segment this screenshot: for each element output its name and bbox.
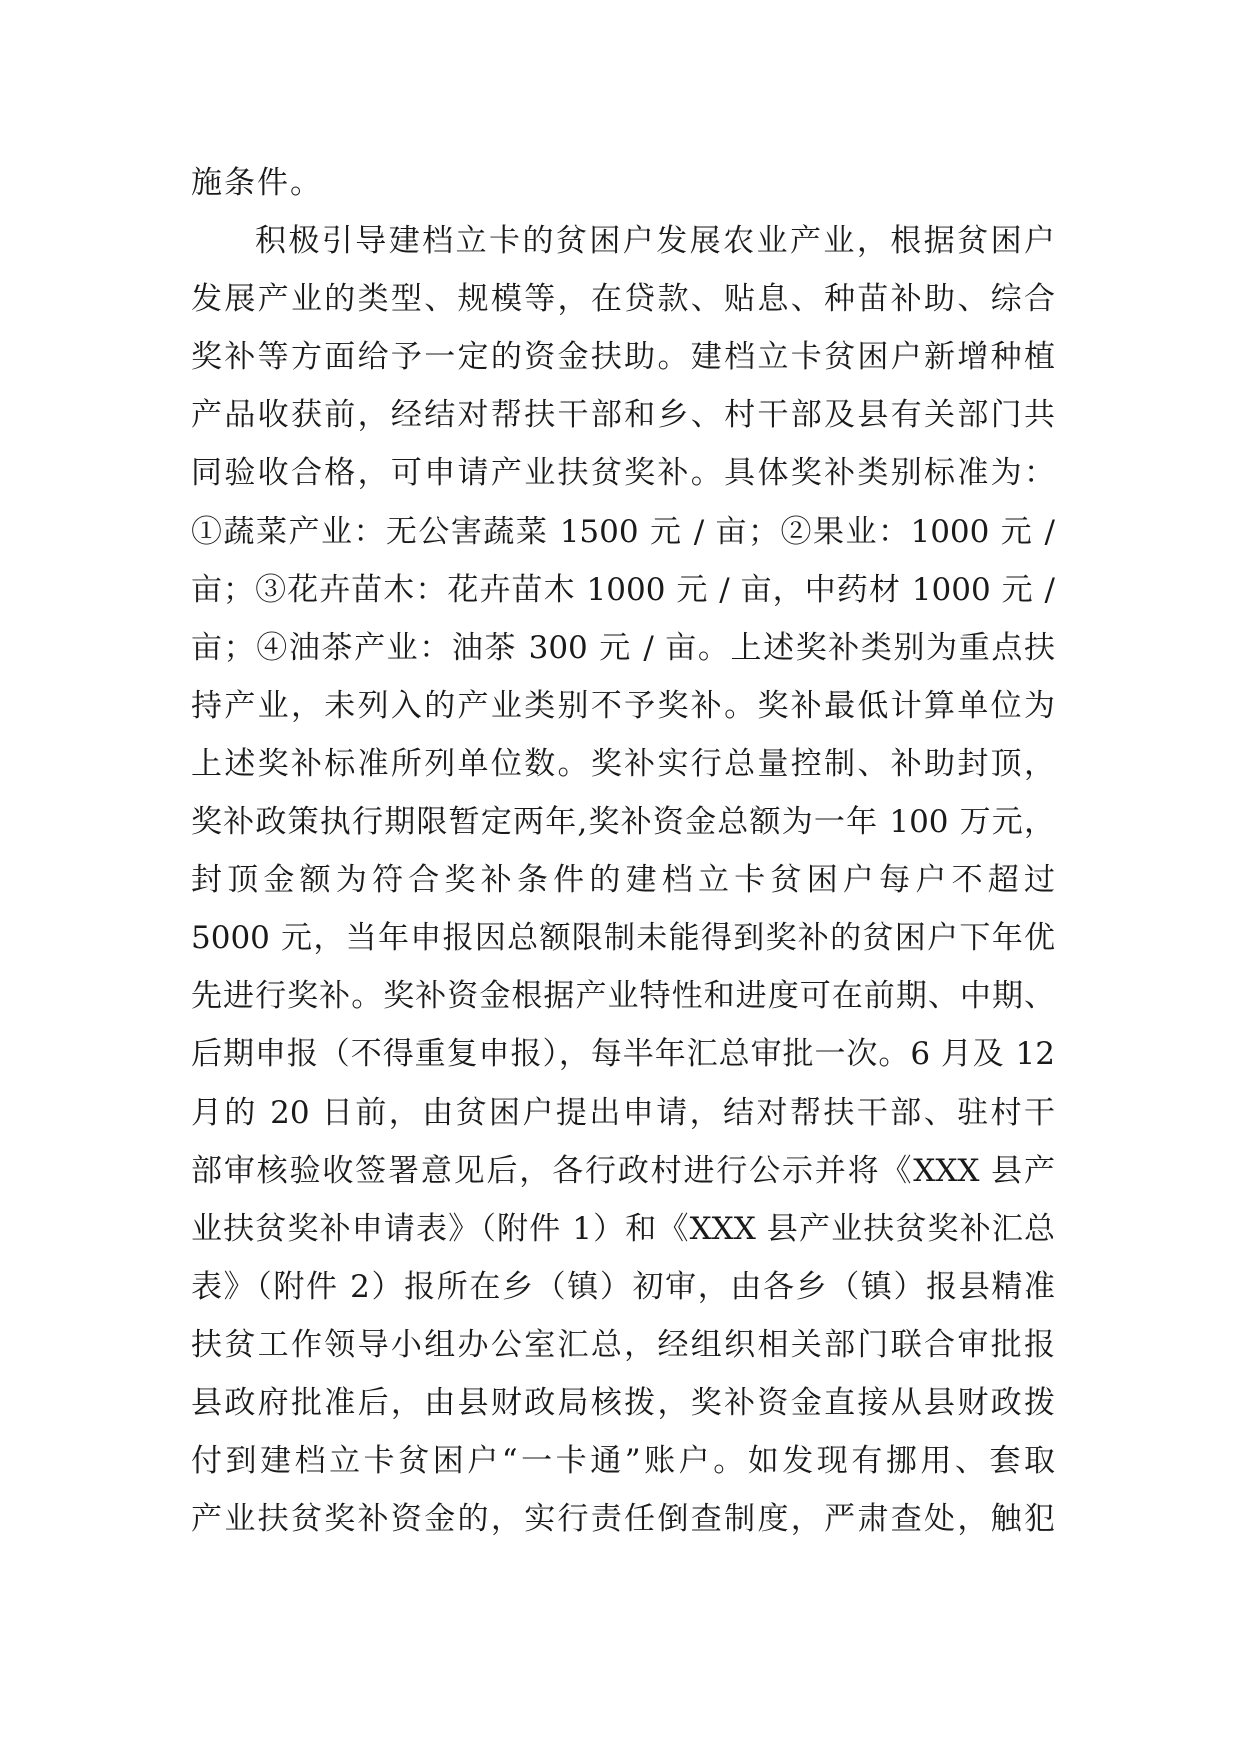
text-line: 亩；③花卉苗木：花卉苗木 1000 元 / 亩，中药材 1000 元 / [191,571,1055,608]
text-line: 部审核验收签署意见后，各行政村进行公示并将《XXX 县产 [191,1152,1055,1189]
text-line: 业扶贫奖补申请表》（附件 1）和《XXX 县产业扶贫奖补汇总 [191,1210,1055,1247]
text-line: 上述奖补标准所列单位数。奖补实行总量控制、补助封顶， [191,745,1055,782]
text-line: 月的 20 日前，由贫困户提出申请，结对帮扶干部、驻村干 [191,1094,1055,1131]
text-line: 县政府批准后，由县财政局核拨，奖补资金直接从县财政拨 [191,1384,1055,1421]
text-line: 施条件。 [191,165,323,201]
text-line: 后期申报（不得重复申报），每半年汇总审批一次。6 月及 12 [191,1036,1055,1073]
text-line: 亩；④油茶产业：油茶 300 元 / 亩。上述奖补类别为重点扶 [191,629,1055,666]
text-line: 产品收获前，经结对帮扶干部和乡、村干部及县有关部门共 [191,397,1055,434]
text-line: 奖补政策执行期限暂定两年,奖补资金总额为一年 100 万元， [191,804,1055,841]
text-line: 封顶金额为符合奖补条件的建档立卡贫困户每户不超过 [191,862,1055,899]
text-line: 发展产业的类型、规模等，在贷款、贴息、种苗补助、综合 [191,281,1055,318]
text-line: 先进行奖补。奖补资金根据产业特性和进度可在前期、中期、 [191,978,1055,1015]
text-line: 5000 元，当年申报因总额限制未能得到奖补的贫困户下年优 [191,920,1055,957]
text-line: 积极引导建档立卡的贫困户发展农业产业，根据贫困户 [255,223,1055,260]
text-line: 奖补等方面给予一定的资金扶助。建档立卡贫困户新增种植 [191,339,1055,376]
text-line: ①蔬菜产业：无公害蔬菜 1500 元 / 亩；②果业：1000 元 / [191,513,1055,550]
text-line: 扶贫工作领导小组办公室汇总，经组织相关部门联合审批报 [191,1326,1055,1363]
text-line: 表》（附件 2）报所在乡（镇）初审，由各乡（镇）报县精准 [191,1268,1055,1305]
text-line: 产业扶贫奖补资金的，实行责任倒查制度，严肃查处，触犯 [191,1501,1055,1538]
text-line: 付到建档立卡贫困户“一卡通”账户。如发现有挪用、套取 [191,1443,1055,1480]
body-text [191,154,1055,1548]
text-line: 同验收合格，可申请产业扶贫奖补。具体奖补类别标准为： [191,455,1055,492]
text-line: 持产业，未列入的产业类别不予奖补。奖补最低计算单位为 [191,687,1055,724]
